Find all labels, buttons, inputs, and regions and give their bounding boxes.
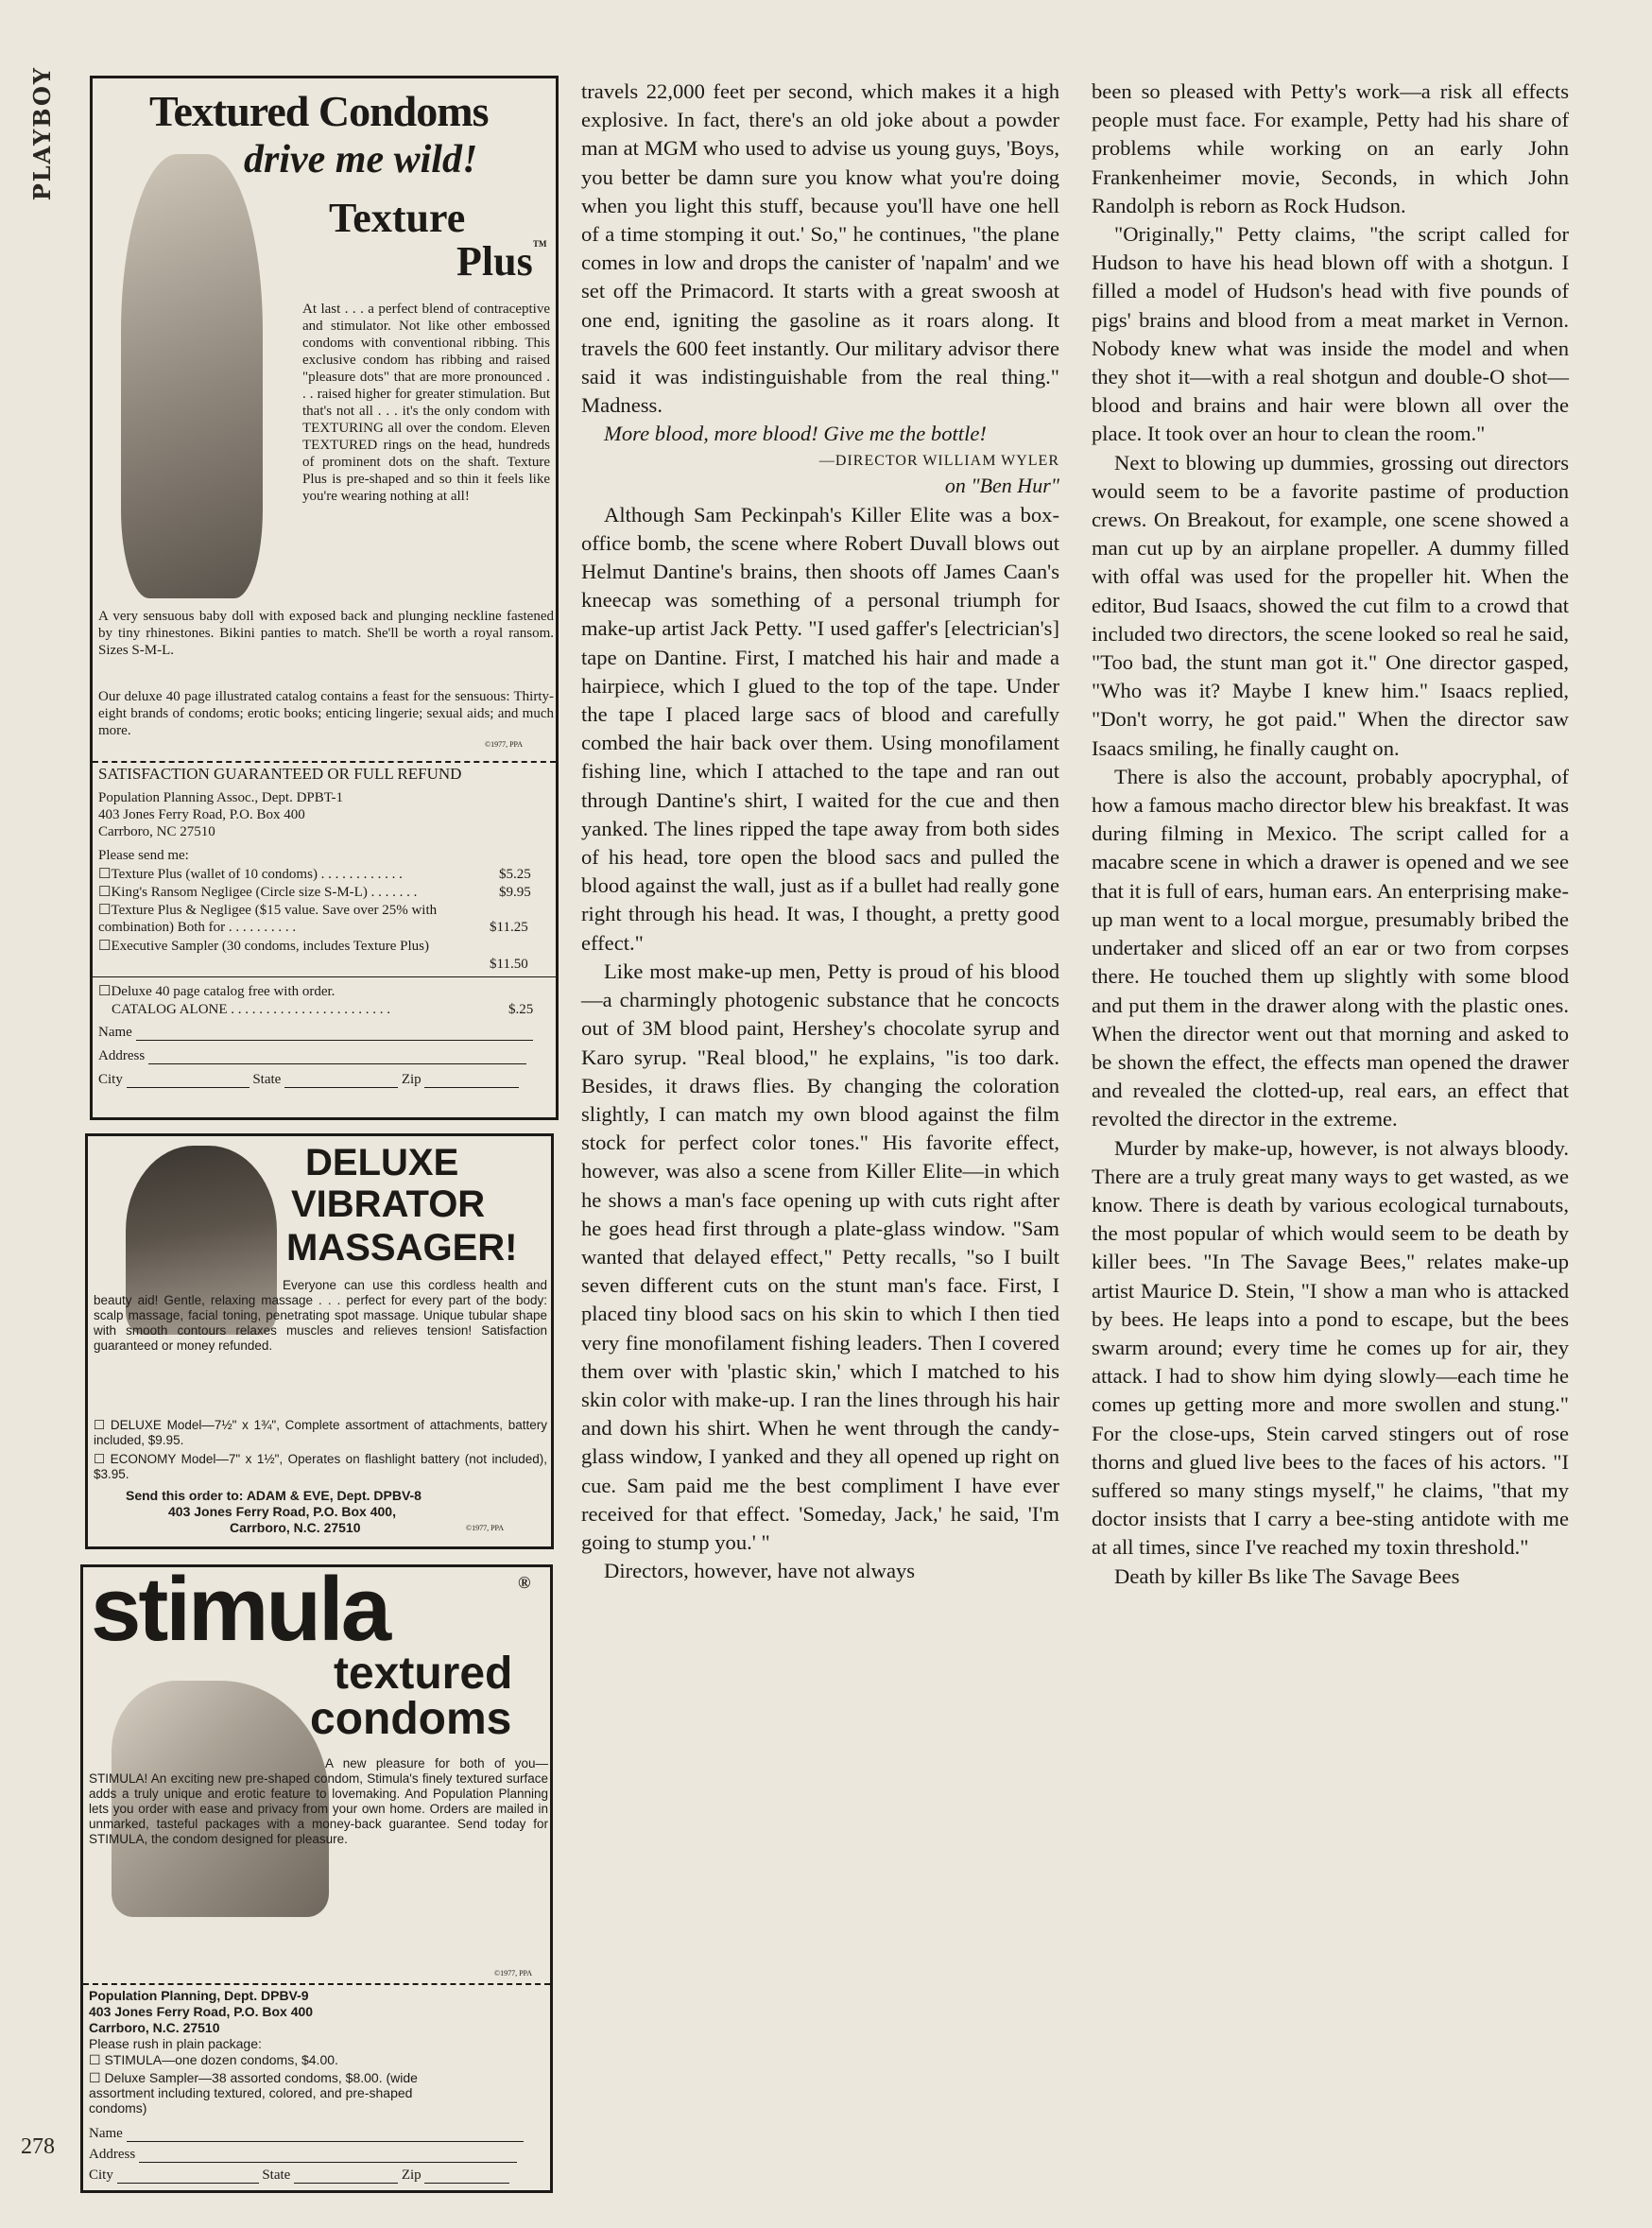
paragraph: Next to blowing up dummies, grossing out directors would seem to be a favorite pastime of production crews. On Breakout, for example, one scene showed a man cut up by an airplane propeller. A dummy filled with offal was used for the propeller hit. When the editor, Bud Isaacs, showed the cut film to a crowd that included two directors, the scene looked so real he said, "Too bad, the stunt man got it." One director gasped, "Who was it? Maybe I knew him." Isaacs replied, "Don't worry, he got paid." When the director saw Isaacs smiling, he finally caught on. xyxy=(1092,450,1569,760)
ad-subheadline: drive me wild! xyxy=(244,138,478,181)
ad-headline: Textured Condoms xyxy=(149,87,489,135)
catalog-option[interactable]: ☐Deluxe 40 page catalog free with order. xyxy=(98,984,336,999)
order-address-3: Carrboro, NC 27510 xyxy=(98,824,215,839)
brand-name-2: Plus xyxy=(456,238,533,285)
order-address-1: Population Planning, Dept. DPBV-9 xyxy=(89,1988,309,2003)
ad-copy: A new pleasure for both of you—STIMULA! An exciting new pre-shaped condom, Stimula's finely textured surface adds a truly unique and erotic feature to lovemaking. And Population Planning lets you order with ease and privacy from your own home. Orders are mailed in unmarked, tasteful packages with a money-back guarantee. Send today for STIMULA, the condom designed for pleasure. xyxy=(89,1756,548,1846)
address-field[interactable]: Address xyxy=(89,2146,517,2163)
item-row[interactable]: ☐King's Ransom Negligee (Circle size S-M-L) . . . . . . . xyxy=(98,885,418,900)
registered-mark: ® xyxy=(518,1573,531,1592)
paragraph: Although Sam Peckinpah's Killer Elite was a box-office bomb, the scene where Robert Duvall blows out Helmut Dantine's brains, then shoots off James Caan's kneecap was something of a personal triumph for make-up artist Jack Petty. "I used gaffer's [electrician's] tape on Dantine. First, I matched his hair and made a hairpiece, which I glued to the top of the tape. Under the tape I placed large sacs of blood and carefully combed the hair back over them. Using monofilament fishing line, which I attached to the tape and ran out through Dantine's shirt, I waited for the cue and then yanked. The lines ripped the tape away from both sides of his head, tore open the blood sacs and pulled the blood against the wall, just as if a bullet had really gone right through his head. It was, I thought, a pretty good effect." xyxy=(581,502,1059,955)
order-address-2: 403 Jones Ferry Road, P.O. Box 400, xyxy=(168,1504,396,1519)
paragraph: travels 22,000 feet per second, which makes it a high explosive. In fact, there's an old joke about a powder man at MGM who used to advise us young guys, 'Boys, you better be damn sure you know what you're doing when you light this stuff, because you'll have one hell of a time stomping it out.' So," he continues, "the plane comes in low and drops the canister of 'napalm' and we set off the Primacord. It starts with a great swoosh at one end, igniting the gasoline as it roars along. It travels the 600 feet instantly. Our military advisor there said it was indistinguishable from the real thing." Madness. xyxy=(581,79,1059,418)
running-head: PLAYBOY xyxy=(28,66,56,201)
paragraph: been so pleased with Petty's work—a risk all effects people must face. For example, Petty had his share of problems while working on an early John Frankenheimer movie, Seconds, in which John Randolph is reborn as Rock Hudson. xyxy=(1092,79,1569,217)
item-row[interactable]: ☐Texture Plus (wallet of 10 condoms) . . . . . . . . . . . . xyxy=(98,867,403,882)
pull-quote: More blood, more blood! Give me the bottle! xyxy=(604,422,987,446)
city-state-zip-field[interactable]: City State Zip xyxy=(89,2167,509,2184)
rush-label: Please rush in plain package: xyxy=(89,2036,262,2051)
stimula-ad xyxy=(80,1564,553,2193)
coupon-divider xyxy=(93,761,556,763)
order-address-1: Send this order to: ADAM & EVE, Dept. DPBV-8 xyxy=(126,1488,422,1503)
address-field[interactable]: Address xyxy=(98,1047,526,1064)
ad-headline-2: textured xyxy=(334,1649,513,1699)
copyright: ©1977, PPA xyxy=(494,1969,533,1978)
divider xyxy=(93,976,556,977)
send-label: Please send me: xyxy=(98,848,189,863)
paragraph: "Originally," Petty claims, "the script called for Hudson to have his head blown off with a shotgun. I filled a model of Hudson's head with five pounds of pigs' brains and blood from a meat market in Vernon. Nobody knew what was inside the model and when they shot it—with a real shotgun and double-O shot—blood and brains and hair were blown all over the place. It took over an hour to clean the room." xyxy=(1092,222,1569,446)
catalog-copy: Our deluxe 40 page illustrated catalog contains a feast for the sensuous: Thirty-eight brands of condoms; erotic books; enticing lingerie; sexual aids; and much more. xyxy=(98,689,554,738)
brand-name: Texture xyxy=(329,195,466,241)
paragraph: Directors, however, have not always xyxy=(604,1559,916,1583)
ad-headline: DELUXE xyxy=(305,1142,459,1183)
item-price: $9.95 xyxy=(499,885,531,900)
name-field[interactable]: Name xyxy=(89,2125,524,2142)
name-field[interactable]: Name xyxy=(98,1024,533,1041)
ad-copy: Everyone can use this cordless health and beauty aid! Gentle, relaxing massage . . . perfect for every part of the body: scalp massage, facial toning, penetrating spot massage. Unique tubular shape with smooth contours relaxes muscles and relieves tension! Satisfaction guaranteed or money refunded. xyxy=(94,1278,547,1353)
order-address-3: Carrboro, N.C. 27510 xyxy=(230,1520,361,1535)
order-address-2: 403 Jones Ferry Road, P.O. Box 400 xyxy=(98,807,305,822)
guarantee: SATISFACTION GUARANTEED OR FULL REFUND xyxy=(98,765,462,783)
copyright: ©1977, PPA xyxy=(466,1524,505,1532)
copyright: ©1977, PPA xyxy=(485,740,524,749)
model-photo xyxy=(121,154,263,598)
trademark: TM xyxy=(533,239,547,249)
texture-plus-ad xyxy=(90,76,559,1120)
catalog-price: $.25 xyxy=(508,1002,534,1017)
economy-option[interactable]: ☐ ECONOMY Model—7" x 1½", Operates on flashlight battery (not included), $3.95. xyxy=(94,1452,547,1481)
paragraph: Like most make-up men, Petty is proud of his blood—a charmingly photogenic substance that he concocts out of 3M blood paint, Hershey's chocolate syrup and Karo syrup. "Real blood," he explains, "is too dark. Besides, it draws flies. By changing the coloration slightly, I can match my own blood against the film stock for perfect color tones." His favorite effect, however, was also a scene from Killer Elite—in which he shows a man's face opening up with cuts right after he goes head first through a plate-glass window. "Sam wanted that delayed effect," Petty recalls, "so I built seven different cuts on the stunt man's face. First, I placed tiny blood sacs on his skin to which I then tied very fine monofilament fishing leaders. Then I covered them over with 'plastic skin,' which I matched to his skin color with make-up. I ran the lines through his hair and down his shirt. When he went through the candy-glass window, I yanked and they all opened up right on cue. Sam paid me the best compliment I have ever received for that effect. 'Someday, Jack,' he said, 'I'm going to stump you.' " xyxy=(581,959,1059,1554)
item-row[interactable]: ☐Executive Sampler (30 condoms, includes Texture Plus) xyxy=(98,939,429,954)
order-address-2: 403 Jones Ferry Road, P.O. Box 400 xyxy=(89,2004,314,2019)
ad-headline-3: condoms xyxy=(310,1694,512,1744)
quote-attribution: —DIRECTOR WILLIAM WYLER on "Ben Hur" xyxy=(818,452,1059,497)
paragraph: Death by killer Bs like The Savage Bees xyxy=(1114,1563,1460,1588)
ad-copy: At last . . . a perfect blend of contraceptive and stimulator. Not like other embossed condoms with conventional ribbing. This exclusive condom has ribbing and raised "pleasure dots" that are more pronounced . . . raised higher for greater stimulation. But that's not all . . . it's the only condom with TEXTURING all over the condom. Eleven TEXTURED rings on the head, hundreds of prominent dots on the shaft. Texture Plus is pre-shaped and so thin it feels like you're wearing nothing at all! xyxy=(302,302,550,504)
city-state-zip-field[interactable]: City State Zip xyxy=(98,1071,519,1088)
paragraph: There is also the account, probably apocryphal, of how a famous macho director blew his breakfast. It was during filming in Mexico. The script called for a macabre scene in which a drawer is opened and we see that it is full of ears, human ears. An enterprising make-up man went to a local morgue, presumably bribed the undertaker and sliced off an ear or two from corpses there. He touched them up slightly with some blood and put them in the drawer along with the plastic ones. When the director went out that morning and asked to be shown the effect, the effects man opened the drawer and revealed the clotted-up, real ears, an effect that revolted the director in the extreme. xyxy=(1092,764,1569,1131)
ad-headline-3: MASSAGER! xyxy=(286,1227,518,1269)
paragraph: Murder by make-up, however, is not always bloody. There are a truly great many ways to get wasted, as we know. There is death by various ecological turnabouts, the most popular of which would seem to be death by killer bees. "In The Savage Bees," relates make-up artist Maurice D. Stein, "I show a man who is attacked by bees. He leaps into a pond to escape, but the bees swarm around; every time he comes up for air, they attack. I had to show him dying slowly—each time he comes up getting more and more swollen and stung." For the close-ups, Stein carved stingers out of rose thorns and glued live bees to the faces of his actors. "I suffered so many stings myself," he claims, "that my doctor insists that I carry a bee-sting antidote with me at all times, since I've reached my toxin threshold." xyxy=(1092,1135,1569,1560)
page-number: 278 xyxy=(21,2134,55,2159)
brand-logo: stimula xyxy=(91,1564,389,1660)
vibrator-ad xyxy=(85,1133,554,1549)
deluxe-option[interactable]: ☐ DELUXE Model—7½" x 1¾", Complete assortment of attachments, battery included, $9.95. xyxy=(94,1418,547,1447)
catalog-alone[interactable]: CATALOG ALONE . . . . . . . . . . . . . . . . . . . . . . . xyxy=(112,1002,391,1017)
negligee-copy: A very sensuous baby doll with exposed back and plunging neckline fastened by tiny rhinestones. Bikini panties to match. She'll be worth a royal ransom. Sizes S-M-L. xyxy=(98,609,554,658)
item-price: $5.25 xyxy=(499,867,531,882)
article-column-3 xyxy=(1092,78,1569,1591)
ad-headline-2: VIBRATOR xyxy=(291,1183,486,1225)
order-address-1: Population Planning Assoc., Dept. DPBT-1 xyxy=(98,790,344,805)
coupon-divider xyxy=(83,1983,550,1985)
item-row[interactable]: ☐Texture Plus & Negligee ($15 value. Save over 25% with combination) Both for . . . . . . . . . . xyxy=(98,903,438,935)
sampler-option[interactable]: ☐ Deluxe Sampler—38 assorted condoms, $8.00. (wide assortment including textured, colored, and pre-shaped condoms) xyxy=(89,2070,418,2116)
article-column-2 xyxy=(581,78,1059,1585)
item-price: $11.50 xyxy=(490,957,528,972)
item-price: $11.25 xyxy=(490,920,528,935)
stimula-option[interactable]: ☐ STIMULA—one dozen condoms, $4.00. xyxy=(89,2052,338,2067)
order-address-3: Carrboro, N.C. 27510 xyxy=(89,2020,220,2035)
